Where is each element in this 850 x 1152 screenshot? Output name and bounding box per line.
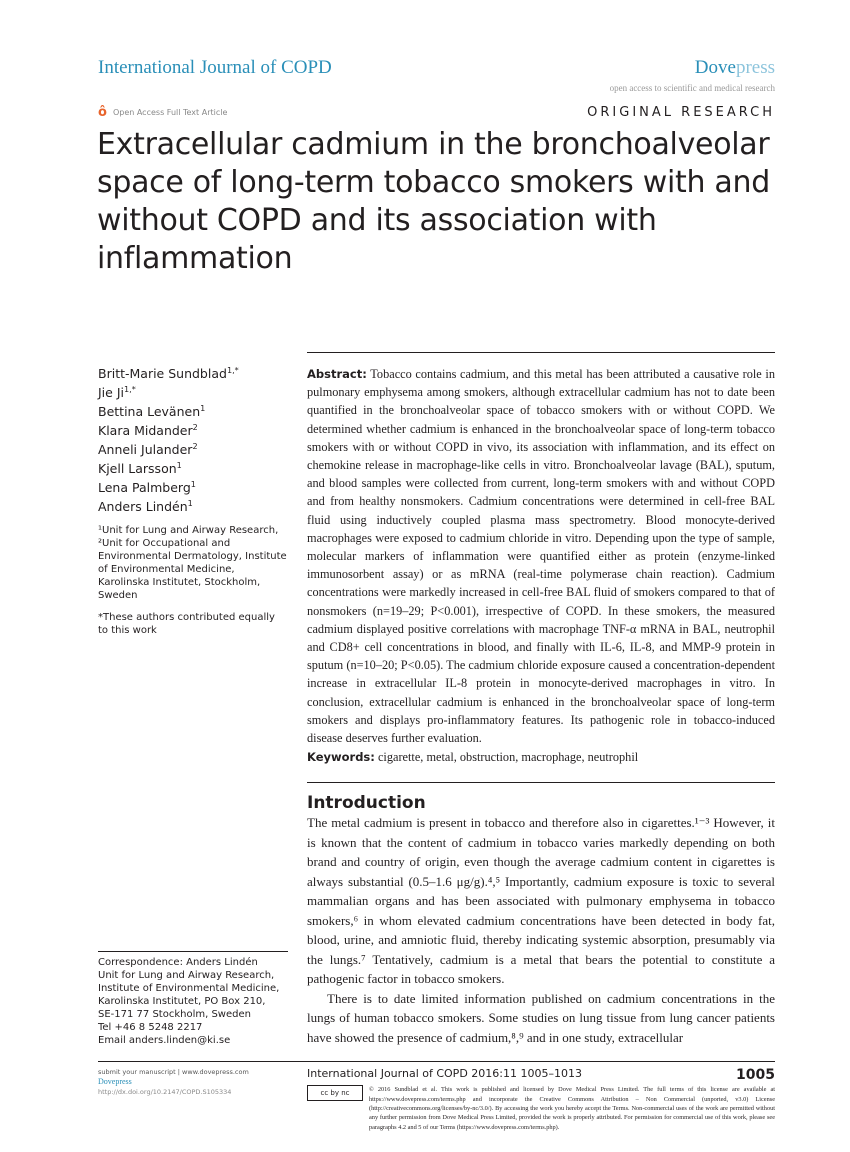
- author-name: Kjell Larsson: [98, 461, 177, 476]
- author-name: Anneli Julander: [98, 442, 193, 457]
- keywords-text: cigarette, metal, obstruction, macrophage, neutrophil: [377, 750, 639, 765]
- license-text: © 2016 Sundblad et al. This work is published and licensed by Dove Medical Press Limited. The full terms of this license are available at https://www.dovepress.com/terms.php and incorporate the Creative Commons Attribution – Non Commercial (unported, v3.0) License (http://creativecommons.org/licenses/by-nc/3.0/). By accessing the work you hereby accept the Terms. Non-commercial uses of the work are permitted without any further permission from Dove Medical Press Limited, provided the work is properly attributed. For permission for commercial use of this work, please see paragraphs 4.2 and 5 of our Terms (https://www.dovepress.com/terms.php).: [369, 1086, 775, 1131]
- author-name: Klara Midander: [98, 423, 193, 438]
- intro-paragraph: There is to date limited information published on cadmium concentrations in the lungs of human tobacco smokers. Some studies on lung tissue from lung cancer patients have showed the presence of cadmium,⁸,⁹ and in one study, extracellular: [307, 990, 775, 1045]
- correspondence: [98, 951, 288, 1047]
- correspondence-line: SE-171 77 Stockholm, Sweden: [98, 1009, 251, 1021]
- affiliations: ¹Unit for Lung and Airway Research, ²Unit for Occupational and Environmental Dermatology, Institute of Environmental Medicine, Karolinska Institutet, Stockholm, Sweden: [98, 525, 287, 601]
- correspondence-line: Email anders.linden@ki.se: [98, 1035, 231, 1047]
- abstract-label: Abstract:: [307, 367, 367, 381]
- contribution-note: *These authors contributed equally to this work: [98, 612, 275, 636]
- footer: [98, 1061, 775, 1131]
- open-access-label: Open Access Full Text Article: [112, 108, 228, 117]
- correspondence-line: Institute of Environmental Medicine,: [98, 983, 280, 995]
- article-meta-row: [98, 105, 775, 120]
- author-name: Lena Palmberg: [98, 480, 191, 495]
- keywords: [307, 748, 775, 766]
- author-list: [98, 364, 288, 516]
- author-affiliation-mark: 1,*: [226, 364, 239, 375]
- article-title: Extracellular cadmium in the bronchoalveolar space of long-term tobacco smokers with and without COPD and its association with inflammation: [97, 127, 770, 276]
- article-type: ORIGINAL RESEARCH: [587, 105, 775, 120]
- publisher-logo: [610, 57, 775, 79]
- publisher-tagline: open access to scientific and medical research: [609, 83, 775, 93]
- intro-heading: Introduction: [307, 793, 426, 814]
- author-name: Anders Lindén: [98, 499, 188, 514]
- abstract-rule: [307, 352, 775, 353]
- author-name: Jie Ji: [98, 385, 124, 400]
- author: [98, 364, 288, 383]
- open-access-badge: [98, 106, 227, 119]
- correspondence-line: Tel +46 8 5248 2217: [98, 1022, 203, 1034]
- correspondence-line: Correspondence: Anders Lindén: [98, 957, 258, 969]
- intro-rule: [307, 782, 775, 783]
- open-lock-icon: ô: [98, 105, 107, 120]
- page-number: 1005: [736, 1067, 775, 1084]
- author-affiliation-mark: 1,*: [123, 383, 136, 394]
- intro-body: [307, 813, 775, 1047]
- author: [98, 402, 288, 421]
- cc-label: cc by nc: [320, 1089, 350, 1098]
- author: [98, 497, 288, 516]
- abstract: [307, 365, 775, 747]
- author: [98, 421, 288, 440]
- intro-paragraph: The metal cadmium is present in tobacco and therefore also in cigarettes.¹⁻³ However, it is known that the content of cadmium in tobacco varies markedly depending on both brand and country of origin, even though the average cadmium content in cigarettes is always substantial (0.5–1.6 μg/g).⁴,⁵ Importantly, cadmium exposure is toxic to several mammalian organs and has been associated with pulmonary emphysema in tobacco smokers,⁶ in whom elevated cadmium concentrations have been detected in body fat, blood, urine, and amniotic fluid, thereby indicating systemic absorption, presumably via the lungs.⁷ Tentatively, cadmium is a metal that bears the potential to constitute a pathogenic factor in tobacco smokers.: [307, 815, 775, 987]
- doi-link[interactable]: http://dx.doi.org/10.2147/COPD.S105334: [98, 1088, 232, 1097]
- submit-link[interactable]: submit your manuscript | www.dovepress.com: [98, 1068, 249, 1077]
- author: [98, 440, 288, 459]
- author-name: Britt-Marie Sundblad: [98, 366, 227, 381]
- masthead: [98, 57, 775, 93]
- citation: International Journal of COPD 2016:11 1005–1013: [307, 1067, 582, 1081]
- left-column: [98, 352, 288, 1047]
- author-affiliation-mark: 1: [190, 478, 196, 489]
- license-row: [307, 1085, 775, 1131]
- publisher-logo-b: press: [735, 57, 775, 78]
- author-affiliation-mark: 1: [200, 402, 206, 413]
- publisher-logo-a: Dove: [694, 57, 736, 78]
- keywords-label: Keywords:: [307, 750, 375, 765]
- cc-license-icon: [307, 1085, 363, 1101]
- journal-name: International Journal of COPD: [98, 57, 332, 78]
- citation-row: [307, 1067, 775, 1083]
- author: [98, 383, 288, 402]
- author-name: Bettina Levänen: [98, 404, 201, 419]
- abstract-text: Tobacco contains cadmium, and this metal has been attributed a causative role in pulmonary emphysema among smokers, although extracellular cadmium has not to date been quantified in the bronchoalveolar space of tobacco smokers with or without COPD. We determined whether cadmium is enhanced in the bronchoalveolar space of long-term tobacco smokers with or without COPD in vivo, its association with inflammation, and its effect on chemokine release in macrophage-like cells in vitro. Bronchoalveolar lavage (BAL), sputum, and blood samples were collected from current, long-term smokers with and without COPD and from healthy nonsmokers. Cadmium concentrations were determined in cell-free BAL fluid using inductively coupled plasma mass spectrometry. Blood monocyte-derived macrophages were exposed to cadmium chloride in vitro. Depending upon the type of sample, molecular markers of inflammation were quantified either as protein (enzyme-linked immunosorbent assay) or as mRNA (real-time polymerase chain reaction). Cadmium concentrations were markedly increased in cell-free BAL fluid of smokers compared to that of nonsmokers (n=19–29; P<0.001), irrespective of COPD. In these smokers, the measured cadmium displayed positive correlations with macrophage TNF-α mRNA in BAL, neutrophil and CD8+ cell concentrations in blood, and finally with IL-6, IL-8, and MMP-9 protein in sputum (n=10–20; P<0.05). The cadmium chloride exposure caused a concentration-dependent increase in extracellular IL-8 protein in monocyte-derived macrophages in vitro. In conclusion, extracellular cadmium is enhanced in the bronchoalveolar space of long-term smokers and displays pro-inflammatory features. Its pathogenic role in tobacco-induced disease deserves further evaluation.: [307, 367, 775, 746]
- footer-brand: Dovepress: [98, 1077, 132, 1087]
- author-affiliation-mark: 1: [187, 497, 193, 508]
- author-affiliation-mark: 2: [192, 421, 198, 432]
- article-body: [98, 352, 775, 1047]
- correspondence-line: Unit for Lung and Airway Research,: [98, 970, 275, 982]
- author: [98, 459, 288, 478]
- author: [98, 478, 288, 497]
- author-affiliation-mark: 2: [192, 440, 198, 451]
- correspondence-line: Karolinska Institutet, PO Box 210,: [98, 996, 266, 1008]
- author-affiliation-mark: 1: [176, 459, 182, 470]
- right-column: [307, 352, 775, 1047]
- publisher-block: [610, 57, 775, 93]
